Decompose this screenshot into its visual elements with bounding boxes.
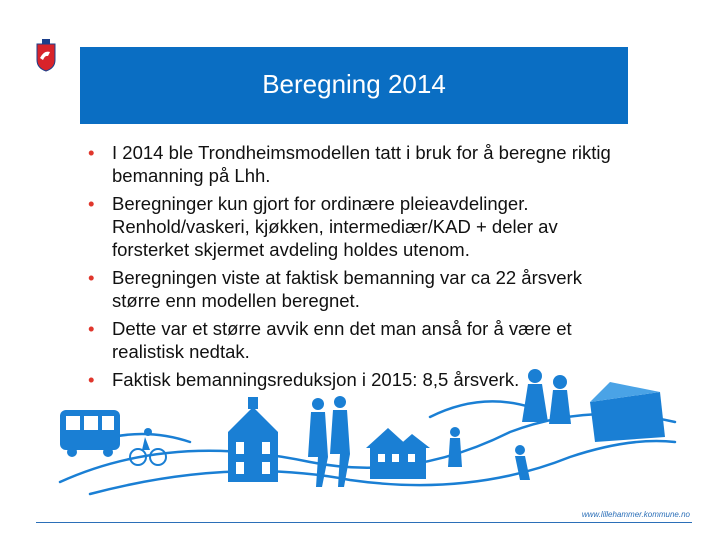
bullet-item: • Faktisk bemanningsreduksjon i 2015: 8,5 årsverk. — [88, 369, 520, 390]
bullet-dot-icon: • — [88, 142, 95, 163]
bullet-dot-icon: • — [88, 267, 95, 288]
bullet-item: • Beregninger kun gjort for ordinære pleieavdelinger. Renhold/vaskeri, kjøkken, intermediær/KAD + deler av forsterket skjermet avdeling holdes utenom. — [88, 193, 558, 260]
bullet-item: • Dette var et større avvik enn det man anså for å være et realistisk nedtak. — [88, 318, 572, 362]
bullet-dot-icon: • — [88, 193, 95, 214]
slide-title: Beregning 2014 — [262, 69, 446, 99]
bullet-item: • Beregningen viste at faktisk bemanning var ca 22 årsverk større enn modellen beregnet. — [88, 267, 582, 311]
title-bar — [80, 47, 628, 124]
footer-url: www.lillehammer.kommune.no — [581, 510, 690, 519]
bullet-dot-icon: • — [88, 318, 95, 339]
footer-line — [36, 522, 692, 523]
bullet-list — [86, 141, 626, 396]
bullet-dot-icon: • — [88, 369, 95, 390]
coat-of-arms-logo — [36, 38, 56, 72]
bullet-item: • I 2014 ble Trondheimsmodellen tatt i bruk for å beregne riktig bemanning på Lhh. — [88, 142, 611, 186]
